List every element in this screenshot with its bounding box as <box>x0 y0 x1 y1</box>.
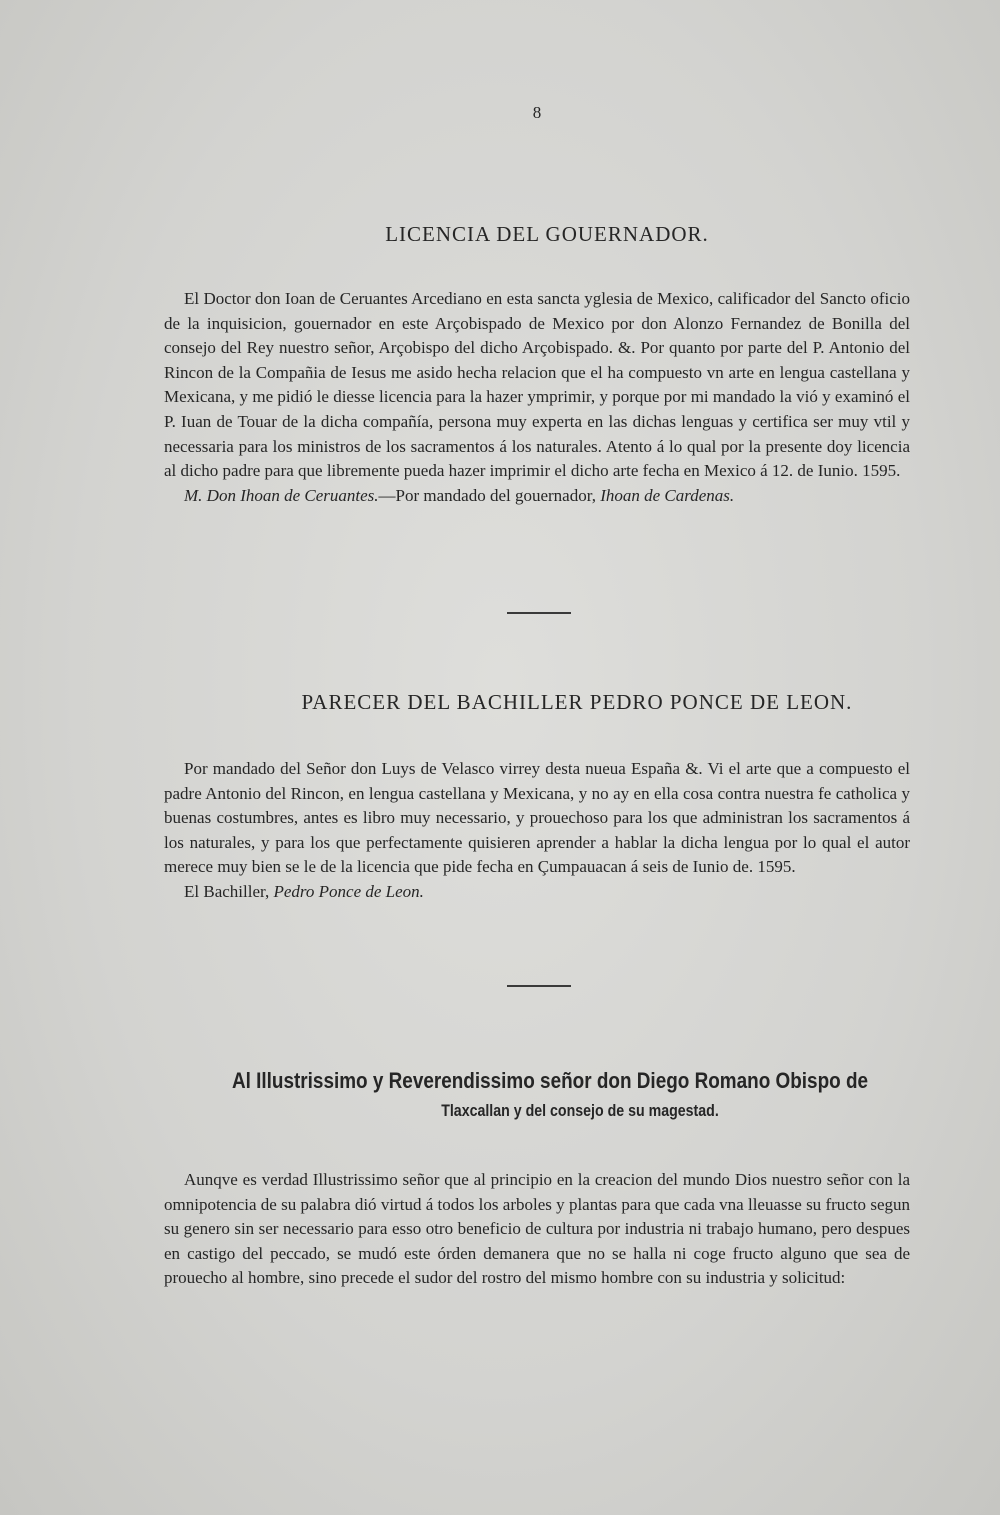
body-paragraph: Por mandado del Señor don Luys de Velasco virrey desta nueua España &. Vi el arte que a compuesto el padre Antonio del Rincon, en lengua castellana y Mexicana, y no ay en ella cosa contra nuestra fe catholica y buenas costumbres, antes es libro muy necessario, y prouechoso para los que administran los sacramentos á los naturales, y para los que perfectamente quisieren aprender a hablar la dicha lengua por lo qual el autor merece muy bien se le de la licencia que pide fecha en Çumpauacan á seis de Iunio de. 1595. <box>164 759 910 877</box>
body-paragraph: Aunqve es verdad Illustrissimo señor que al principio en la creacion del mundo Dios nuestro señor con la omnipotencia de su palabra dió virtud á todos los arboles y plantas para que cada vna lleuasse su fructo segun su genero sin ser necessario para esso otro beneficio de cultura por industria ni trabajo humano, pero despues en castigo del peccado, se mudó este órden demanera que no se halla ni coge fructo alguno que sea de prouecho al hombre, sino precede el sudor del rostro del mismo hombre con su industria y solicitud: <box>164 1170 910 1288</box>
section-divider <box>507 612 571 614</box>
page-number: 8 <box>532 103 542 122</box>
body-paragraph: El Doctor don Ioan de Ceruantes Arcediano en esta sancta yglesia de Mexico, calificador del Sancto oficio de la inquisicion, gouernador en este Arçobispado de Mexico por don Alonzo Fernandez de Bonilla del consejo del Rey nuestro señor, Arçobispo del dicho Arçobispado. &. Por quanto por parte del P. Antonio del Rincon de la Compañia de Iesus me asido hecha relacion que el ha compuesto vn arte en lengua castellana y Mexicana, y me pidió le diesse licencia para la hazer ymprimir, y porque por mi mandado la vió y examinó el P. Iuan de Touar de la dicha compañía, persona muy experta en las dichas lenguas y certifica ser muy vtil y necessaria para los ministros de los sacramentos á los naturales. Atento á lo qual por la presente doy licencia al dicho padre para que libremente pueda hazer imprimir el dicho arte fecha en Mexico á 12. de Iunio. 1595. <box>164 289 910 481</box>
signature-name: Pedro Ponce de Leon. <box>273 881 424 901</box>
dedication-text <box>164 1168 910 1291</box>
section-licencia-text <box>164 287 910 508</box>
section-licencia <box>164 222 910 247</box>
signature-text: —Por mandado del gouernador, <box>378 485 601 505</box>
dedication-subtitle <box>200 1102 960 1121</box>
section-divider <box>507 985 571 987</box>
dedication-title-line1: Al Illustrissimo y Reverendissimo señor don Diego Romano Obispo de <box>231 1068 869 1093</box>
signature-text: El Bachiller, <box>184 881 274 901</box>
dedication-title <box>150 1068 950 1094</box>
section-parecer <box>164 690 910 715</box>
dedication-title-line2: Tlaxcallan y del consejo de su magestad. <box>441 1102 719 1120</box>
section-heading: PARECER DEL BACHILLER PEDRO PONCE DE LEON. <box>301 690 853 714</box>
signature-line <box>164 484 910 509</box>
signature-line <box>164 880 910 905</box>
section-heading: LICENCIA DEL GOUERNADOR. <box>385 222 709 246</box>
section-parecer-text <box>164 757 910 905</box>
signature-name: Ihoan de Cardenas. <box>600 485 735 505</box>
signature-author: M. Don Ihoan de Ceruantes. <box>184 485 379 505</box>
